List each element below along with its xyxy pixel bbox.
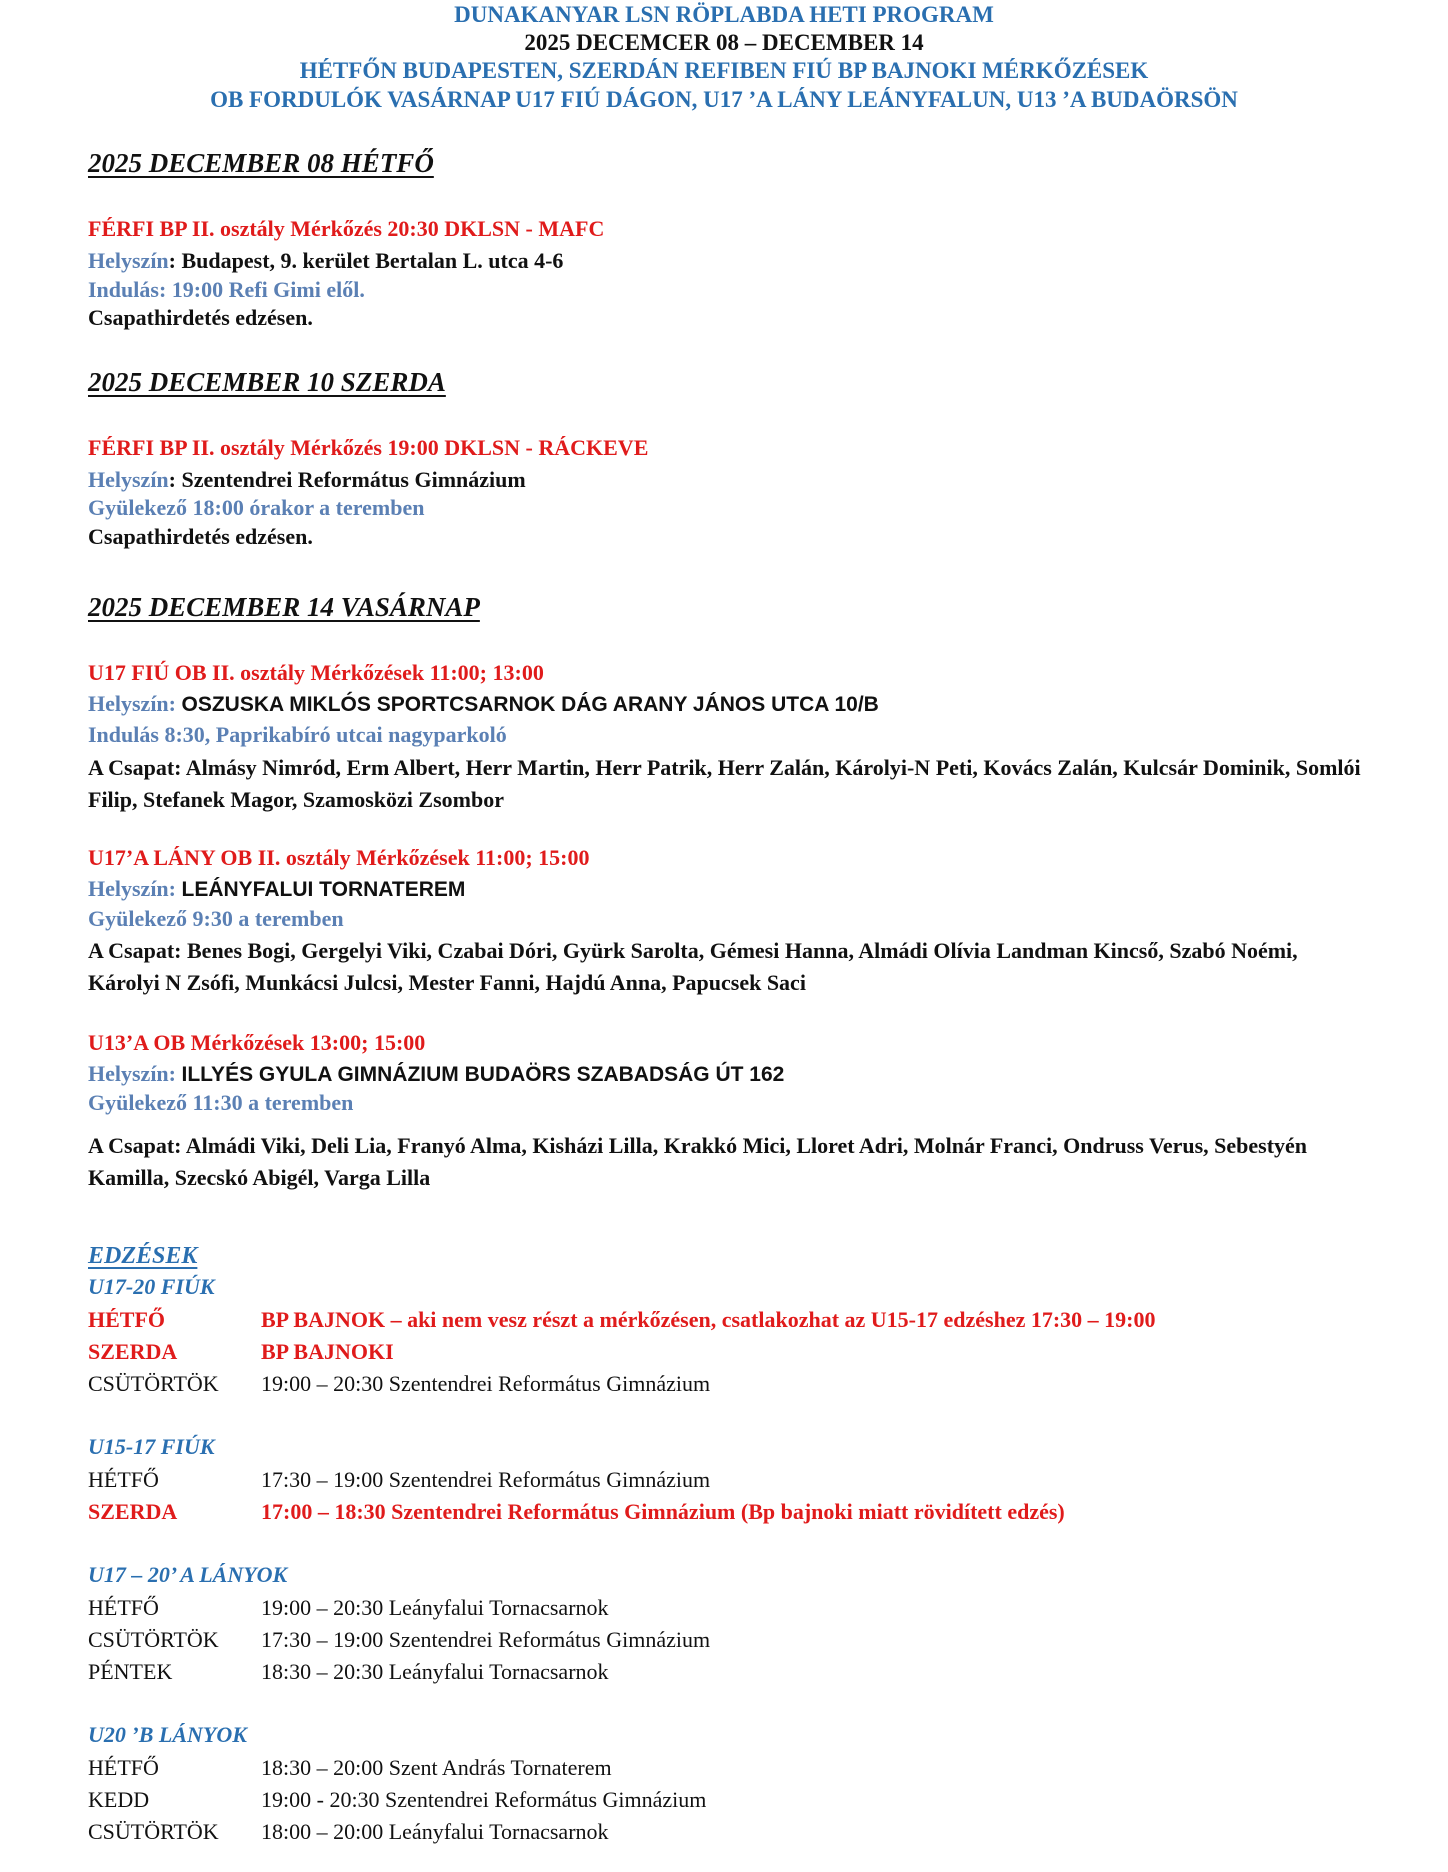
day2-match: FÉRFI BP II. osztály Mérkőzés 19:00 DKLSN - RÁCKEVE — [88, 435, 649, 460]
day2-venue — [88, 466, 526, 494]
header-date-range: 2025 DECEMCER 08 – DECEMBER 14 — [524, 30, 924, 55]
day2-date: 2025 DECEMBER 10 SZERDA — [88, 367, 446, 397]
day1-departure: Indulás: 19:00 Refi Gimi elől. — [88, 277, 365, 302]
u17girls-venue — [88, 875, 465, 904]
training-group-u15-17-boys: U15-17 FIÚK — [88, 1434, 215, 1459]
venue-label: Helyszín: — [88, 691, 176, 716]
training-day: SZERDA — [88, 1499, 178, 1524]
training-text: 17:30 – 19:00 Szentendrei Református Gimnázium — [261, 1467, 711, 1492]
venue-value: OSZUSKA MIKLÓS SPORTCSARNOK DÁG ARANY JÁNOS UTCA 10/B — [181, 693, 879, 716]
venue-value: : Budapest, 9. kerület Bertalan L. utca 4-6 — [168, 248, 564, 273]
u13-gather: Gyülekező 11:30 a teremben — [88, 1090, 354, 1115]
training-text: BP BAJNOK – aki nem vesz részt a mérkőzésen, csatlakozhat az U15-17 edzéshez 17:30 – 19:00 — [261, 1307, 1156, 1332]
u17boys-match: U17 FIÚ OB II. osztály Mérkőzések 11:00; 13:00 — [88, 660, 544, 685]
training-text: 18:30 – 20:00 Szent András Tornaterem — [261, 1755, 612, 1780]
trainings-title: EDZÉSEK — [88, 1243, 198, 1269]
training-day: CSÜTÖRTÖK — [88, 1371, 219, 1396]
training-day: HÉTFŐ — [88, 1755, 159, 1780]
day1-date: 2025 DECEMBER 08 HÉTFŐ — [88, 148, 434, 178]
training-day: SZERDA — [88, 1339, 178, 1364]
venue-label: Helyszín — [88, 467, 169, 492]
venue-label: Helyszín — [88, 248, 169, 273]
day2-note: Csapathirdetés edzésen. — [88, 524, 313, 549]
training-text: 19:00 - 20:30 Szentendrei Református Gimnázium — [261, 1787, 707, 1812]
venue-value: LEÁNYFALUI TORNATEREM — [181, 878, 466, 901]
training-day: KEDD — [88, 1787, 150, 1812]
day3-date: 2025 DECEMBER 14 VASÁRNAP — [88, 592, 480, 622]
u17boys-team: A Csapat: Almásy Nimród, Erm Albert, Herr Martin, Herr Patrik, Herr Zalán, Károlyi-N Peti, Kovács Zalán, Kulcsár Dominik, Somlói Filip, Stefanek Magor, Szamosközi Zsombor — [88, 755, 1361, 812]
training-text: 17:30 – 19:00 Szentendrei Református Gimnázium — [261, 1627, 711, 1652]
venue-label: Helyszín: — [88, 1061, 176, 1086]
u17boys-venue — [88, 690, 879, 719]
training-day: HÉTFŐ — [88, 1307, 166, 1332]
training-day: PÉNTEK — [88, 1659, 173, 1684]
training-text: 19:00 – 20:30 Leányfalui Tornacsarnok — [261, 1595, 609, 1620]
venue-label: Helyszín: — [88, 876, 176, 901]
training-day: HÉTFŐ — [88, 1595, 159, 1620]
day1-venue — [88, 247, 563, 275]
training-text: 18:30 – 20:30 Leányfalui Tornacsarnok — [261, 1659, 609, 1684]
header-subtitle: HÉTFŐN BUDAPESTEN, SZERDÁN REFIBEN FIÚ BP BAJNOKI MÉRKŐZÉSEK — [299, 58, 1149, 83]
training-text: BP BAJNOKI — [261, 1339, 394, 1364]
u17girls-team: A Csapat: Benes Bogi, Gergelyi Viki, Czabai Dóri, Gyürk Sarolta, Gémesi Hanna, Almádi Olívia Landman Kincső, Szabó Noémi, Károlyi N Zsófi, Munkácsi Julcsi, Mester Fanni, Hajdú Anna, Papucsek Saci — [88, 938, 1298, 995]
training-group-u17-20-a-girls: U17 – 20’ A LÁNYOK — [88, 1562, 288, 1587]
training-day: HÉTFŐ — [88, 1467, 159, 1492]
venue-value: ILLYÉS GYULA GIMNÁZIUM BUDAÖRS SZABADSÁG ÚT 162 — [181, 1063, 785, 1086]
u13-team: A Csapat: Almádi Viki, Deli Lia, Franyó Alma, Kisházi Lilla, Krakkó Mici, Lloret Adri, Molnár Franci, Ondruss Verus, Sebestyén Kamilla, Szecskó Abigél, Varga Lilla — [88, 1133, 1308, 1190]
header-ob-rounds: OB FORDULÓK VASÁRNAP U17 FIÚ DÁGON, U17 ’A LÁNY LEÁNYFALUN, U13 ’A BUDAÖRSÖN — [210, 87, 1238, 112]
training-group-u17-20-boys: U17-20 FIÚK — [88, 1274, 215, 1299]
u13-venue — [88, 1060, 784, 1089]
training-text: 18:00 – 20:00 Leányfalui Tornacsarnok — [261, 1819, 609, 1844]
header-title: DUNAKANYAR LSN RÖPLABDA HETI PROGRAM — [454, 2, 994, 27]
training-text: 19:00 – 20:30 Szentendrei Református Gimnázium — [261, 1371, 711, 1396]
training-day: CSÜTÖRTÖK — [88, 1627, 219, 1652]
day2-gather: Gyülekező 18:00 órakor a teremben — [88, 495, 425, 520]
training-text: 17:00 – 18:30 Szentendrei Református Gimnázium (Bp bajnoki miatt rövidített edzés) — [261, 1499, 1065, 1524]
u17girls-match: U17’A LÁNY OB II. osztály Mérkőzések 11:00; 15:00 — [88, 845, 590, 870]
day1-match: FÉRFI BP II. osztály Mérkőzés 20:30 DKLSN - MAFC — [88, 216, 605, 241]
training-day: CSÜTÖRTÖK — [88, 1819, 219, 1844]
u17girls-gather: Gyülekező 9:30 a teremben — [88, 906, 344, 931]
u13-match: U13’A OB Mérkőzések 13:00; 15:00 — [88, 1030, 426, 1055]
day1-note: Csapathirdetés edzésen. — [88, 305, 313, 330]
training-group-u20-b-girls: U20 ’B LÁNYOK — [88, 1722, 247, 1747]
venue-value: : Szentendrei Református Gimnázium — [168, 467, 526, 492]
u17boys-departure: Indulás 8:30, Paprikabíró utcai nagyparkoló — [88, 722, 507, 747]
